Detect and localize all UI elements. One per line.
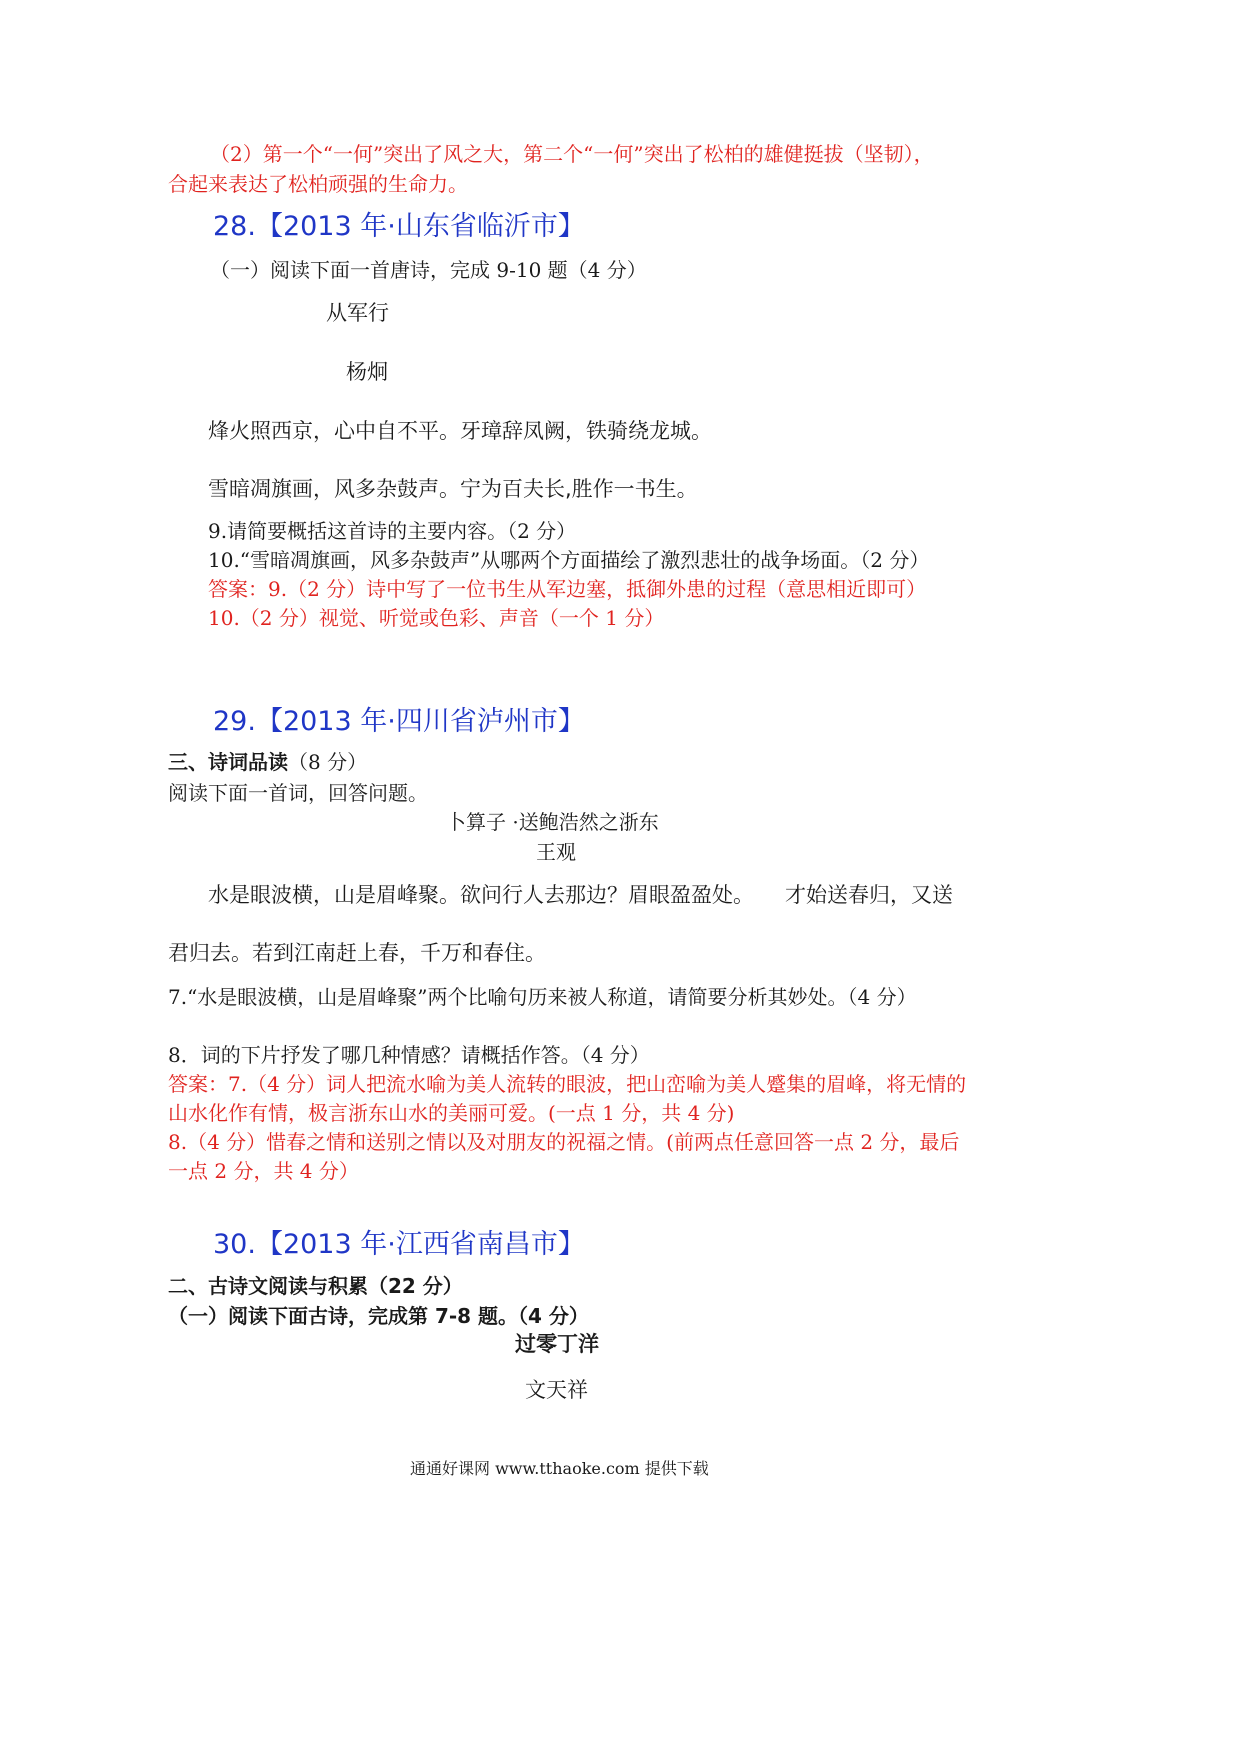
poem-line: 水是眼波横，山是眉峰聚。欲问行人去那边？眉眼盈盈处。 (208, 883, 754, 907)
poem-line: 烽火照西京，心中自不平。牙璋辞凤阙，铁骑绕龙城。 (208, 419, 712, 443)
poet-name: 杨炯 (346, 360, 388, 384)
answer-line: 山水化作有情，极言浙东山水的美丽可爱。(一点 1 分，共 4 分) (168, 1101, 735, 1125)
section-subtitle: （一）阅读下面古诗，完成第 7-8 题。（4 分） (168, 1304, 589, 1328)
question-heading-30: 30.【2013 年·江西省南昌市】 (213, 1229, 585, 1260)
section-label: 三、诗词品读 (168, 750, 288, 774)
answer-line: （2）第一个“一何”突出了风之大，第二个“一何”突出了松柏的雄健挺拔（坚韧）， (210, 142, 934, 166)
question-item: 10.“雪暗凋旗画，风多杂鼓声”从哪两个方面描绘了激烈悲壮的战争场面。（2 分） (208, 548, 930, 572)
poet-name: 王观 (536, 840, 576, 864)
page-footer: 通通好课网 www.tthaoke.com 提供下载 (410, 1459, 709, 1478)
poem-title: 过零丁洋 (515, 1332, 599, 1356)
section-title (168, 746, 367, 775)
question-item: 9.请简要概括这首诗的主要内容。（2 分） (208, 519, 577, 543)
section-points: （8 分） (288, 750, 368, 774)
poet-name: 文天祥 (525, 1378, 588, 1402)
answer-line: 一点 2 分，共 4 分） (168, 1159, 359, 1183)
question-intro: （一）阅读下面一首唐诗，完成 9-10 题（4 分） (210, 258, 647, 282)
question-item: 7.“水是眼波横，山是眉峰聚”两个比喻句历来被人称道，请简要分析其妙处。（4 分） (168, 985, 917, 1009)
section-title: 二、古诗文阅读与积累（22 分） (168, 1274, 463, 1298)
answer-line: 合起来表达了松柏顽强的生命力。 (168, 172, 468, 196)
question-heading-28: 28.【2013 年·山东省临沂市】 (213, 211, 585, 242)
poem-line: 雪暗凋旗画，风多杂鼓声。宁为百夫长,胜作一书生。 (208, 477, 698, 501)
poem-title: 卜算子 ·送鲍浩然之浙东 (446, 810, 659, 834)
poem-line: 君归去。若到江南赶上春，千万和春住。 (168, 941, 546, 965)
question-item: 8．词的下片抒发了哪几种情感？请概括作答。（4 分） (168, 1043, 650, 1067)
question-heading-29: 29.【2013 年·四川省泸州市】 (213, 706, 585, 737)
answer-line: 答案：7.（4 分）词人把流水喻为美人流转的眼波，把山峦喻为美人蹙集的眉峰，将无情的 (168, 1072, 967, 1096)
poem-line: 才始送春归，又送 (785, 883, 953, 907)
poem-title: 从军行 (326, 301, 389, 325)
question-intro: 阅读下面一首词，回答问题。 (168, 781, 428, 805)
answer-line: 答案：9.（2 分）诗中写了一位书生从军边塞，抵御外患的过程（意思相近即可） (208, 577, 927, 601)
answer-line: 8.（4 分）惜春之情和送别之情以及对朋友的祝福之情。(前两点任意回答一点 2 分，最后 (168, 1130, 960, 1154)
answer-line: 10.（2 分）视觉、听觉或色彩、声音（一个 1 分） (208, 606, 665, 630)
